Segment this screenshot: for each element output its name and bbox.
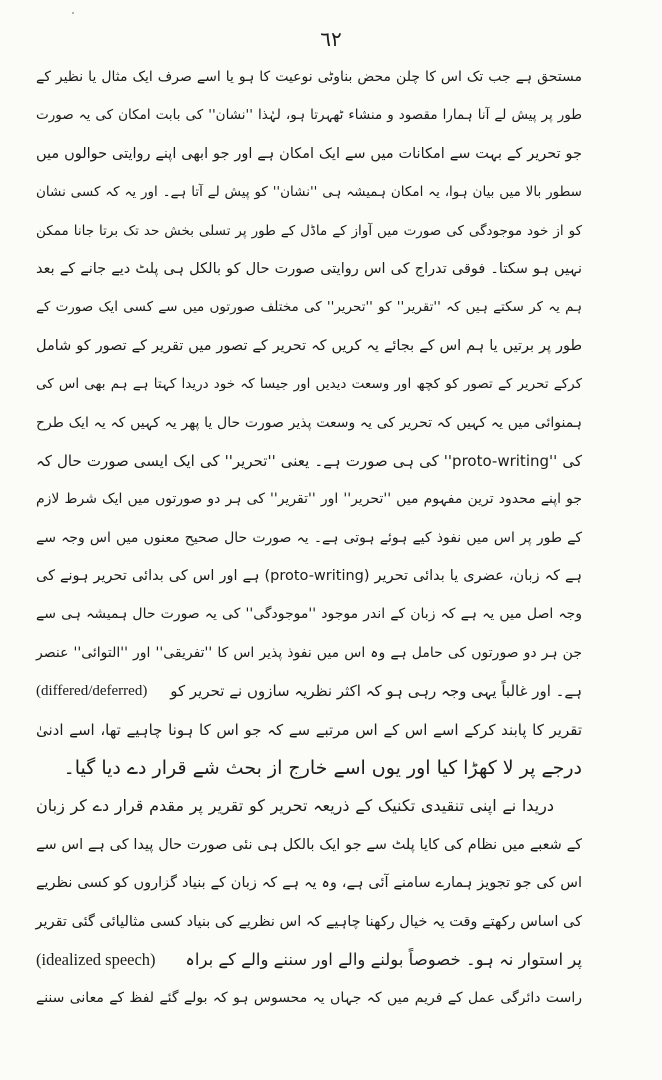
- text-line: راست دائرگی عمل کے فریم میں کہ جہاں یہ محسوس ہو کہ بولے گئے لفظ کے معانی سننے: [36, 990, 582, 1007]
- text-line: طور پر پیش لے آنا ہمارا مقصود و منشاء ٹھہرتا ہو، لہٰذا ''نشان'' کی بابت امکان کی یہ صورت: [36, 107, 582, 124]
- text-line: ہم یہ کر سکتے ہیں کہ ''تقریر'' کو ''تحریر'' کی مختلف صورتوں میں سے کسی ایک صورت کے: [36, 299, 582, 316]
- page-number: ٦٢: [320, 27, 342, 51]
- text-line: سطور بالا میں بیان ہوا، یہ امکان ہمیشہ ہی ''نشان'' کو پیش لے آتا ہے۔ اور یہ کہ کسی نشان: [36, 184, 582, 201]
- body-text: [36, 58, 582, 1018]
- scan-speck: [72, 12, 74, 14]
- text-line: جو تحریر کے بہت سے امکانات میں سے ایک امکان ہے اور جو ابھی اپنے روایتی حوالوں میں: [36, 145, 582, 162]
- text-line: تقریر کا پابند کرکے اسے اس کے اس مرتبے سے کہ جو اس کا ہونا چاہیے تھا، اسے ادنیٰ: [36, 720, 582, 739]
- text-line: ہے کہ زبان، عضری یا بدائی تحریر (proto-writing) ہے اور اس کی بدائی تحریر ہونے کی: [36, 568, 582, 585]
- text-line: کے شعبے میں نظام کی کایا پلٹ سے جو ایک بالکل ہی نئی صورت حال پیدا کی ہے اس سے: [36, 836, 582, 853]
- text-line: کی ''proto-writing'' کی ہی صورت ہے۔ یعنی ''تحریر'' کی ایک ایسی صورت حال کہ: [36, 451, 582, 470]
- text-line: [36, 672, 582, 710]
- text-line: کرکے تحریر کے تصور کو کچھ اور وسعت دیدیں اور جیسا کہ خود دریدا کہتا ہے ہم بھی اس کی: [36, 376, 582, 393]
- text-line: درجے پر لا کھڑا کیا اور یوں اسے خارج از بحث شے قرار دے دیا گیا۔: [63, 757, 582, 780]
- text-line: طور پر برتیں یا ہم اس کے بجائے یہ کریں کہ تحریر کے تصور میں تقریر کے تصور کو شامل: [36, 337, 582, 354]
- text-line: کو از خود موجودگی کی صورت میں آواز کے ماڈل کے طور پر تسلی بخش حد تک برتا جانا ممکن: [36, 222, 582, 239]
- text-line: وجہ اصل میں یہ ہے کہ زبان کے اندر موجود ''موجودگی'' کی یہ صورت حال ہمیشہ ہی سے: [36, 606, 582, 623]
- english-term: (idealized speech): [36, 949, 156, 969]
- text-line: اس کی جو تجویز ہمارے سامنے آئی ہے، وہ یہ ہے کہ زبان کے بنیاد گزاروں کو کسی نظریے: [36, 875, 582, 892]
- english-term: (differed/deferred): [36, 683, 148, 700]
- text-line: [36, 941, 582, 979]
- text-line-urdu: پر استوار نہ ہو۔ خصوصاً بولنے والے اور سننے والے کے براہ: [185, 949, 582, 969]
- text-line: کی اساس رکھتے وقت یہ خیال رکھنا چاہیے کہ اس نظریے کی بنیاد کسی مثالیائی گئی تقریر: [35, 913, 582, 930]
- text-line-urdu: ہے۔ اور غالباً یہی وجہ رہی ہو کہ اکثر نظریہ سازوں نے تحریر کو: [170, 682, 582, 701]
- paragraph-start-line: دریدا نے اپنی تنقیدی تکنیک کے ذریعہ تحریر کو تقریر پر مقدم قرار دے کر زبان: [36, 796, 554, 816]
- text-line: جن ہر دو صورتوں کی حامل ہے وہ اس میں نفوذ پذیر اس کا ''تفریقی'' اور ''التوائی'' عنصر: [36, 644, 582, 661]
- text-line: جو اپنے محدود ترین مفہوم میں ''تحریر'' اور ''تقریر'' کی ہر دو صورتوں میں ایک شرط لازم: [36, 491, 582, 508]
- text-line: کے طور پر اس میں نفوذ کیے ہوئے ہوتی ہے۔ یہ صورت حال صحیح معنوں میں اس وجہ سے: [36, 529, 582, 546]
- text-line: مستحق ہے جب تک اس کا چلن محض بناوٹی نوعیت کا ہو یا اسے صرف ایک مثال یا نظیر کے: [36, 69, 582, 85]
- text-line: نہیں ہو سکتا۔ فوقی تدراج کی اس روایتی صورت حال کو بالکل ہی پلٹ دیے جانے کے بعد: [36, 260, 582, 277]
- text-line: ہمنوائی میں یہ کہیں کہ تحریر کی یہ وسعت پذیر صورت حال یا پھر یہ کہیں کہ یہ ایک طرح: [36, 414, 582, 431]
